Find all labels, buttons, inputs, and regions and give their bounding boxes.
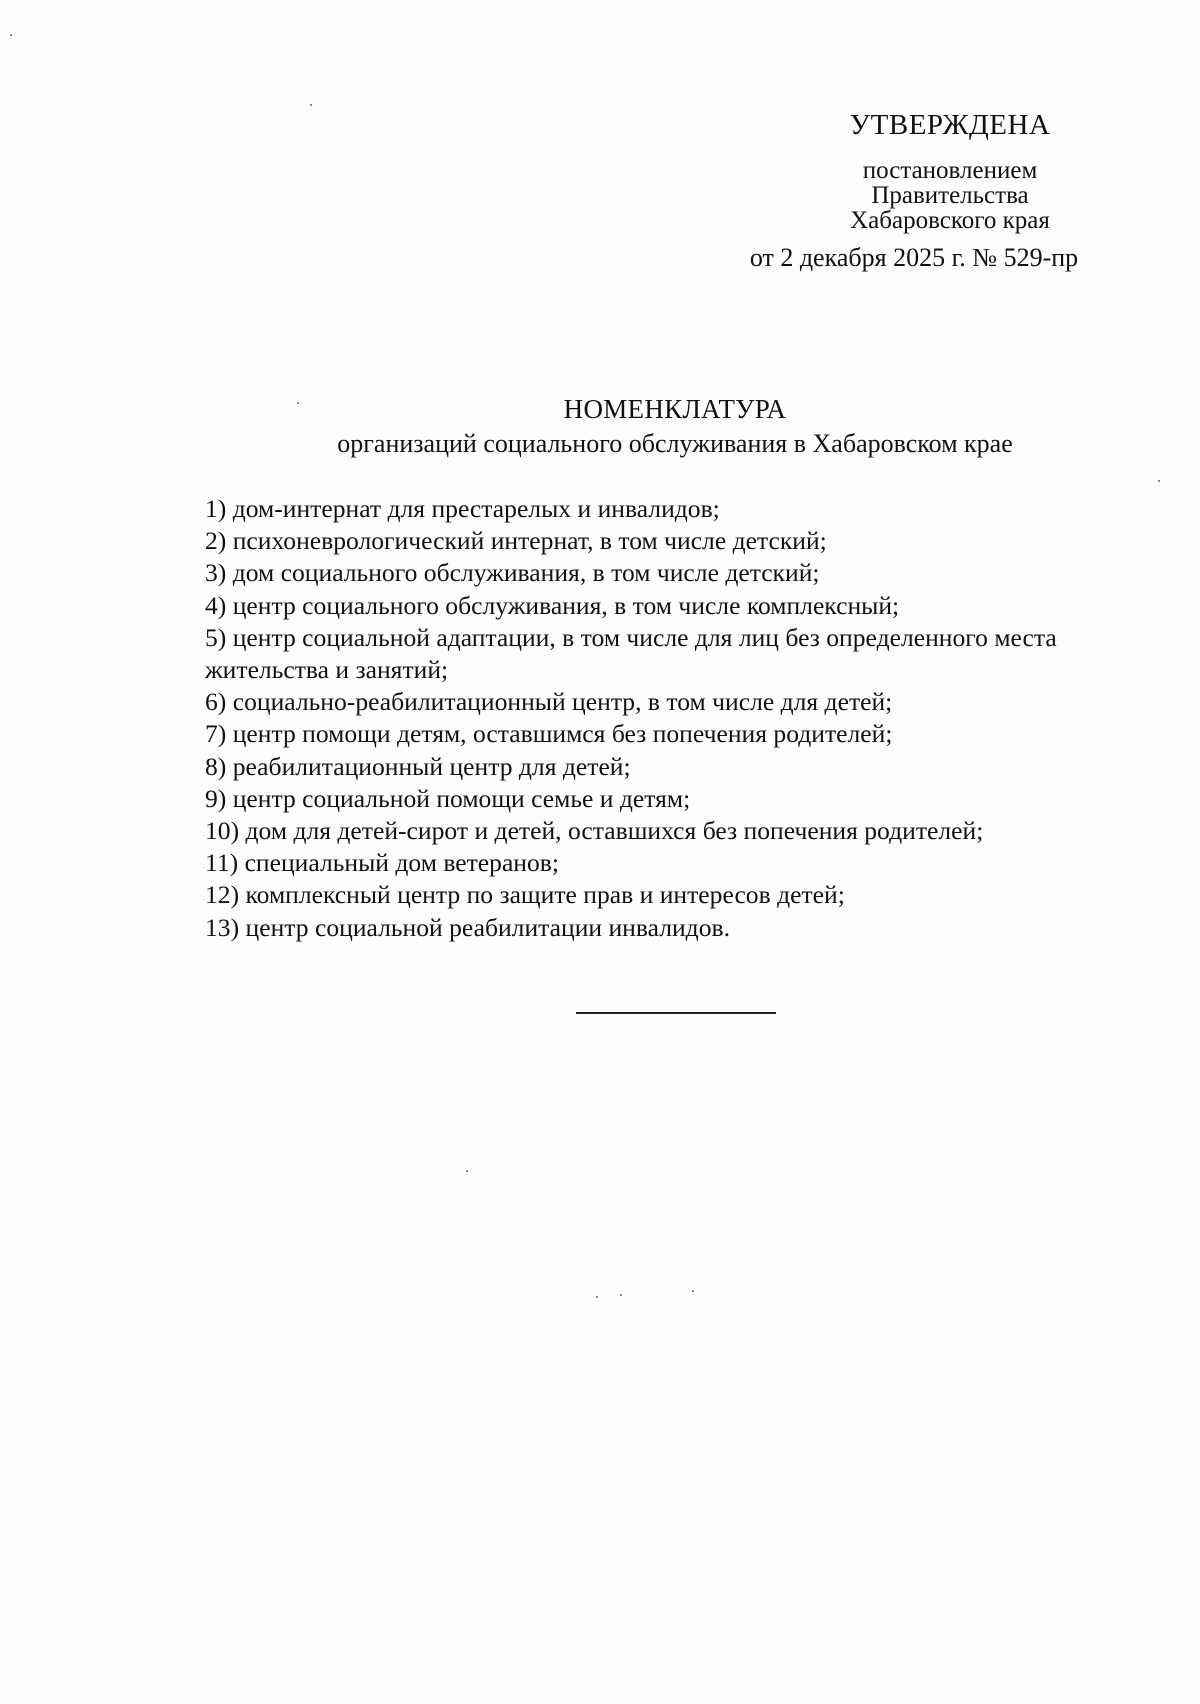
approval-stamp-block (749, 108, 1140, 273)
list-item-continuation: жительства и занятий; (205, 655, 449, 685)
approval-line-resolution: постановлением (862, 157, 1038, 184)
scan-speck (692, 1290, 694, 1292)
list-item: 11) специальный дом ветеранов; (205, 848, 560, 878)
scan-speck (466, 1170, 468, 1172)
list-item: 10) дом для детей-сирот и детей, оставшихся без попечения родителей; (205, 816, 984, 846)
approval-heading: УТВЕРЖДЕНА (849, 109, 1051, 141)
approval-line-government: Правительства (871, 182, 1029, 209)
document-subtitle: организаций социального обслуживания в Хабаровском крае (337, 429, 1013, 458)
scan-speck (10, 34, 12, 36)
scan-speck (297, 402, 299, 404)
approval-line-region: Хабаровского края (850, 207, 1050, 234)
list-item: 3) дом социального обслуживания, в том числе детский; (205, 558, 820, 588)
list-item: 8) реабилитационный центр для детей; (205, 751, 631, 781)
list-item: 1) дом-интернат для престарелых и инвалидов; (205, 494, 720, 523)
list-item: 9) центр социальной помощи семье и детям; (205, 783, 691, 813)
list-item: 7) центр помощи детям, оставшимся без попечения родителей; (205, 719, 893, 749)
scan-speck (310, 104, 312, 106)
scan-speck (1158, 480, 1160, 482)
scan-speck (596, 1296, 598, 1298)
organization-list (205, 493, 1165, 944)
approval-date-number: от 2 декабря 2025 г. № 529-пр (749, 243, 1079, 272)
list-item: 5) центр социальной адаптации, в том числе для лиц без определенного места (205, 622, 1057, 652)
list-item: 13) центр социальной реабилитации инвалидов. (205, 912, 730, 942)
document-title-block (260, 392, 1090, 460)
list-item: 6) социально-реабилитационный центр, в том числе для детей; (205, 687, 893, 717)
document-title: НОМЕНКЛАТУРА (563, 394, 787, 424)
list-item: 2) психоневрологический интернат, в том числе детский; (205, 526, 827, 556)
closing-rule-divider (576, 1012, 776, 1014)
scan-speck (620, 1294, 622, 1296)
list-item: 12) комплексный центр по защите прав и интересов детей; (205, 880, 845, 910)
list-item: 4) центр социального обслуживания, в том числе комплексный; (205, 590, 900, 620)
